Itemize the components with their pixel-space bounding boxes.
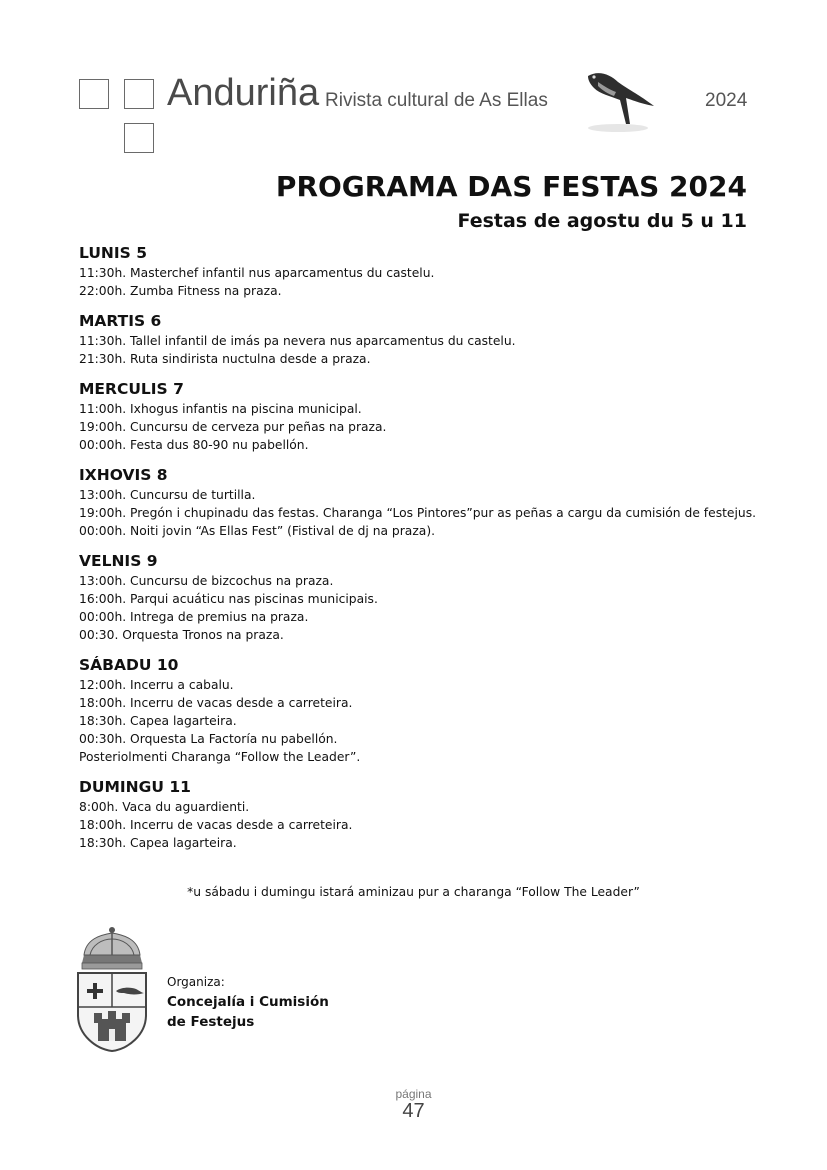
event-line: 00:30. Orquesta Tronos na praza. xyxy=(79,628,284,642)
event-line: 18:00h. Incerru de vacas desde a carreteira. xyxy=(79,818,353,832)
day-block xyxy=(79,550,779,644)
swallow-bird-icon xyxy=(580,64,656,134)
day-name: LUNIS 5 xyxy=(79,244,147,262)
decorative-square xyxy=(79,79,109,109)
event-line: 12:00h. Incerru a cabalu. xyxy=(79,678,234,692)
program-title: PROGRAMA DAS FESTAS 2024 xyxy=(275,170,747,203)
magazine-year: 2024 xyxy=(705,90,748,111)
day-name: MARTIS 6 xyxy=(79,312,162,330)
event-line: 13:00h. Cuncursu de bizcochus na praza. xyxy=(79,574,334,588)
event-line: 00:00h. Noiti jovin “As Ellas Fest” (Fistival de dj na praza). xyxy=(79,524,436,538)
organizer-name xyxy=(167,992,367,1032)
event-line: 16:00h. Parqui acuáticu nas piscinas municipais. xyxy=(79,592,378,606)
organizer-line-2: de Festejus xyxy=(167,1014,255,1030)
day-block xyxy=(79,310,779,368)
event-line: 00:30h. Orquesta La Factoría nu pabellón. xyxy=(79,732,338,746)
event-line: 13:00h. Cuncursu de turtilla. xyxy=(79,488,256,502)
event-line: 19:00h. Pregón i chupinadu das festas. Charanga “Los Pintores”pur as peñas a cargu da cumisión de festejus. xyxy=(79,506,757,520)
event-line: 00:00h. Festa dus 80-90 nu pabellón. xyxy=(79,438,309,452)
event-line: 11:30h. Masterchef infantil nus aparcamentus du castelu. xyxy=(79,266,435,280)
organizer-line-1: Concejalía i Cumisión xyxy=(167,994,329,1010)
page-number: 47 xyxy=(402,1100,425,1122)
day-name: VELNIS 9 xyxy=(79,552,158,570)
event-line: 00:00h. Intrega de premius na praza. xyxy=(79,610,309,624)
event-line: 18:30h. Capea lagarteira. xyxy=(79,714,237,728)
event-line: 18:00h. Incerru de vacas desde a carreteira. xyxy=(79,696,353,710)
magazine-title: Anduriña xyxy=(167,72,320,114)
event-line: 21:30h. Ruta sindirista nuctulna desde a praza. xyxy=(79,352,371,366)
day-block xyxy=(79,464,779,540)
decorative-square xyxy=(124,123,154,153)
program-list xyxy=(79,240,779,862)
event-line: 22:00h. Zumba Fitness na praza. xyxy=(79,284,282,298)
decorative-square xyxy=(124,79,154,109)
organizer-label: Organiza: xyxy=(167,975,225,989)
day-name: MERCULIS 7 xyxy=(79,380,184,398)
page-label: página xyxy=(395,1087,432,1101)
program-subtitle: Festas de agostu du 5 u 11 xyxy=(457,210,747,232)
event-line: 19:00h. Cuncursu de cerveza pur peñas na praza. xyxy=(79,420,387,434)
day-name: DUMINGU 11 xyxy=(79,778,191,796)
day-name: IXHOVIS 8 xyxy=(79,466,168,484)
footnote: *u sábadu i dumingu istará aminizau pur a charanga “Follow The Leader” xyxy=(187,885,640,899)
day-block xyxy=(79,776,779,852)
magazine-subtitle: Rivista cultural de As Ellas xyxy=(325,90,548,111)
event-line: 11:30h. Tallel infantil de imás pa nevera nus aparcamentus du castelu. xyxy=(79,334,516,348)
event-line: 18:30h. Capea lagarteira. xyxy=(79,836,237,850)
day-block xyxy=(79,654,779,766)
day-block xyxy=(79,378,779,454)
coat-of-arms-icon xyxy=(76,925,148,1053)
day-block xyxy=(79,242,779,300)
event-line: 8:00h. Vaca du aguardienti. xyxy=(79,800,250,814)
day-name: SÁBADU 10 xyxy=(79,656,179,674)
event-line: Posteriolmenti Charanga “Follow the Leader”. xyxy=(79,750,361,764)
event-line: 11:00h. Ixhogus infantis na piscina municipal. xyxy=(79,402,362,416)
